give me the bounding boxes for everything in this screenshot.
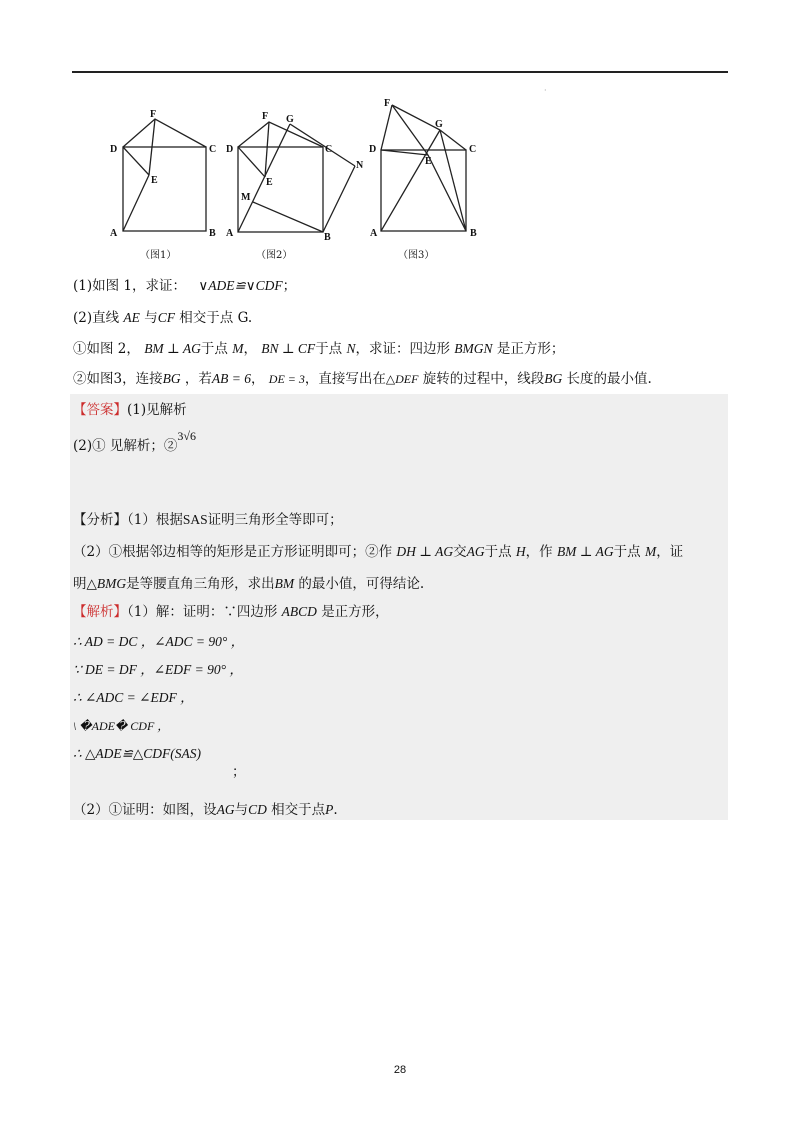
fig2-label-b: B: [324, 232, 331, 243]
solution-line-3: ∵ DE = DF ，∠EDF = 90° ，: [73, 662, 243, 677]
analysis-line-2: （2）①根据邻边相等的矩形是正方形证明即可；②作 DH ⊥ AG交AG于点 H，作 BM ⊥ AG于点 M，证: [73, 544, 684, 560]
fig3-label-d: D: [369, 144, 377, 155]
fig1-label-c: C: [209, 144, 217, 155]
fig1-label-f: F: [150, 109, 157, 120]
solution-line-7: （2）①证明：如图，设AG与CD 相交于点P.: [73, 802, 338, 818]
fig3-label-b: B: [470, 228, 477, 239]
fig2-label-m: M: [241, 192, 251, 203]
corner-mark: ·: [544, 86, 547, 95]
question-1: (1)如图 1，求证： ∨ADE≌∨CDF；: [73, 278, 297, 294]
fig2-label-e: E: [266, 177, 273, 188]
fig2-label-f: F: [262, 111, 269, 122]
fig1-label-b: B: [209, 228, 216, 239]
solution-line-5: \ �ADE� CDF ，: [73, 719, 170, 733]
analysis-line-3: 明△BMG是等腰直角三角形，求出BM 的最小值，可得结论.: [73, 576, 425, 592]
fig2-caption: （图2）: [256, 250, 293, 261]
fig1-label-a: A: [110, 228, 118, 239]
answer-line-2: (2)① 见解析；②3√6: [73, 429, 197, 454]
question-2-part-2: ②如图3，连接BG ，若AB = 6， DE = 3，直接写出在△DEF 旋转的过程中，线段BG 长度的最小值.: [73, 371, 652, 387]
fig3-caption: （图3）: [398, 250, 435, 261]
fig2-label-g: G: [286, 114, 294, 125]
analysis-line-1: 【分析】（1）根据SAS证明三角形全等即可；: [73, 512, 343, 528]
question-2: (2)直线 AE 与CF 相交于点 G.: [73, 310, 253, 326]
answer-value: 3√6: [177, 429, 197, 443]
fig3-label-a: A: [370, 228, 378, 239]
header-rule: [72, 71, 728, 73]
solution-line-4: ∴ ∠ADC = ∠EDF ，: [73, 690, 194, 705]
fig3-label-c: C: [469, 144, 477, 155]
fig3-label-e: E: [425, 156, 432, 167]
fig1-caption: （图1）: [140, 250, 177, 261]
fig2-label-c: C: [325, 144, 333, 155]
solution-line-6-semicolon: ；: [232, 764, 246, 780]
fig1-label-e: E: [151, 175, 158, 186]
fig1-label-d: D: [110, 144, 118, 155]
geometry-figures: [100, 92, 500, 262]
page-number: 28: [393, 1064, 407, 1076]
fig3-label-f: F: [384, 98, 391, 109]
fig2-label-a: A: [226, 228, 234, 239]
question-2-part-1: ①如图 2， BM ⊥ AG于点 M， BN ⊥ CF于点 N，求证：四边形 BMGN 是正方形；: [73, 341, 565, 357]
answer-line-1: 【答案】(1)见解析: [73, 402, 187, 418]
solution-line-2: ∴ AD = DC ，∠ADC = 90° ，: [73, 634, 245, 649]
fig3-label-g: G: [435, 119, 443, 130]
fig2-label-n: N: [356, 160, 364, 171]
solution-line-1: 【解析】（1）解：证明：∵四边形 ABCD 是正方形，: [73, 604, 389, 620]
solution-line-6: ∴ △ADE≌△CDF(SAS): [73, 746, 202, 761]
fig2-label-d: D: [226, 144, 234, 155]
